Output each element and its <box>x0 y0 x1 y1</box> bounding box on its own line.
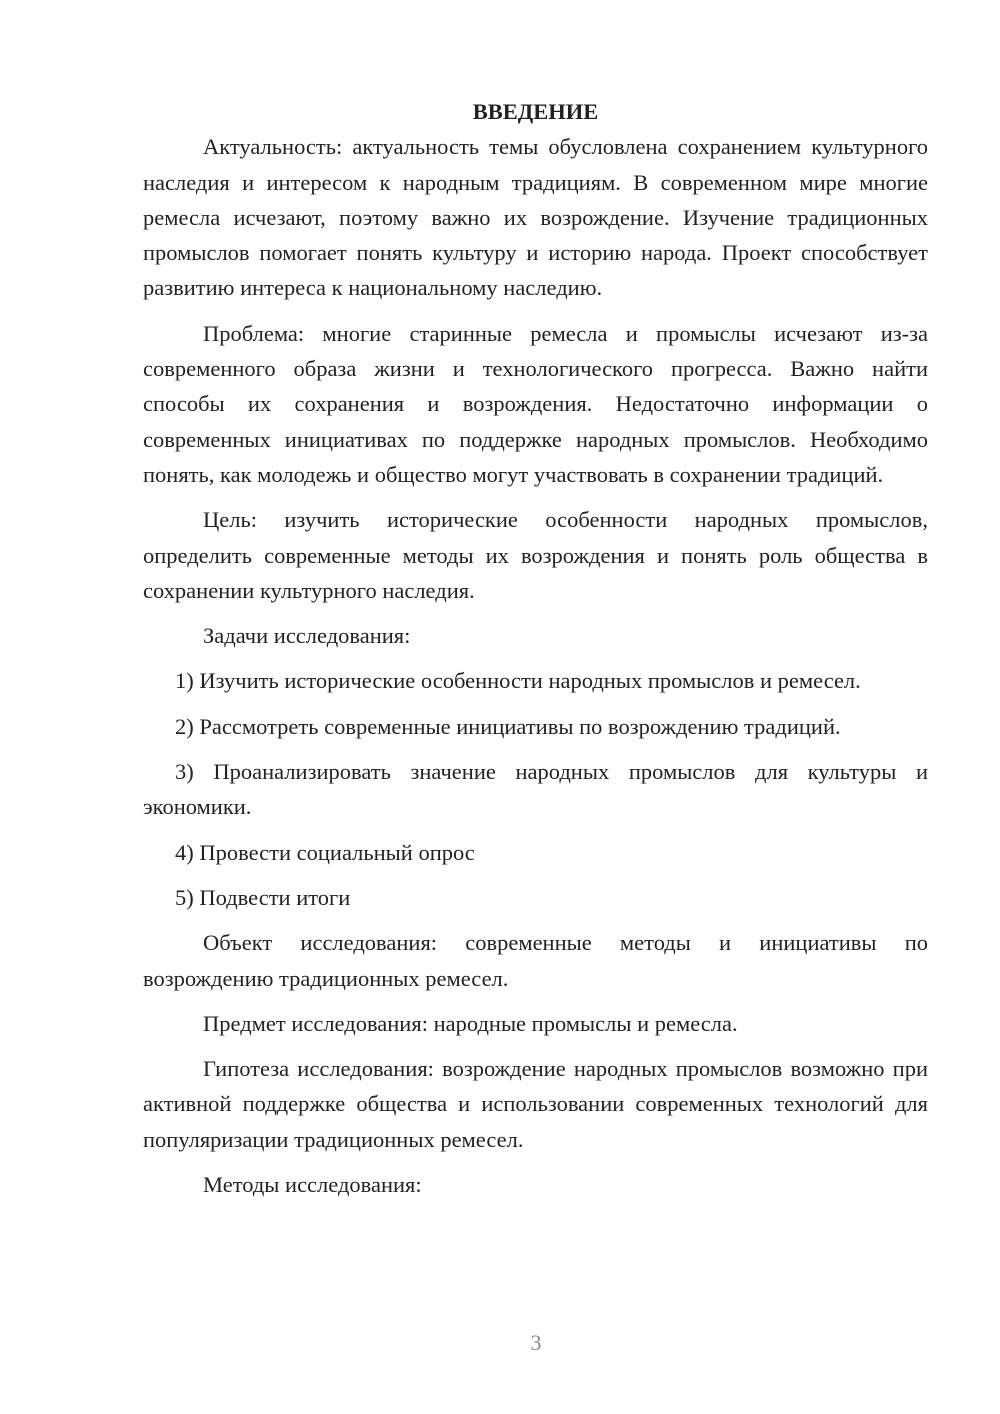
hypothesis-paragraph: Гипотеза исследования: возрождение народных промыслов возможно при активной поддержке общества и использовании современных технологий для популяризации традиционных ремесел. <box>143 1056 928 1152</box>
problem-paragraph: Проблема: многие старинные ремесла и промыслы исчезают из-за современного образа жизни и технологического прогресса. Важно найти способы их сохранения и возрождения. Недостаточно информации о современных инициативах по поддержке народных промыслов. Необходимо понять, как молодежь и общество могут участвовать в сохранении традиций. <box>143 320 928 487</box>
goal-paragraph: Цель: изучить исторические особенности народных промыслов, определить современные методы их возрождения и понять роль общества в сохранении культурного наследия. <box>143 507 928 603</box>
relevance-paragraph: Актуальность: актуальность темы обусловлена сохранением культурного наследия и интересом к народным традициям. В современном мире многие ремесла исчезают, поэтому важно их возрождение. Изучение традиционных промыслов помогает понять культуру и историю народа. Проект способствует развитию интереса к национальному наследию. <box>143 134 928 301</box>
object-paragraph: Объект исследования: современные методы и инициативы по возрождению традиционных ремесел. <box>143 930 928 991</box>
task-item-4: 4) Провести социальный опрос <box>175 839 475 865</box>
task-item-1: 1) Изучить исторические особенности народных промыслов и ремесел. <box>175 668 861 694</box>
task-item-3: 3) Проанализировать значение народных промыслов для культуры и экономики. <box>143 759 928 820</box>
methods-label: Методы исследования: <box>203 1172 422 1198</box>
section-heading: ВВЕДЕНИЕ <box>472 99 599 124</box>
page-body <box>143 94 928 1202</box>
task-item-2: 2) Рассмотреть современные инициативы по возрождению традиций. <box>175 713 841 739</box>
page-number: 3 <box>530 1330 542 1355</box>
subject-paragraph: Предмет исследования: народные промыслы и ремесла. <box>203 1010 738 1036</box>
task-item-5: 5) Подвести итоги <box>175 884 351 910</box>
tasks-label: Задачи исследования: <box>203 623 411 649</box>
